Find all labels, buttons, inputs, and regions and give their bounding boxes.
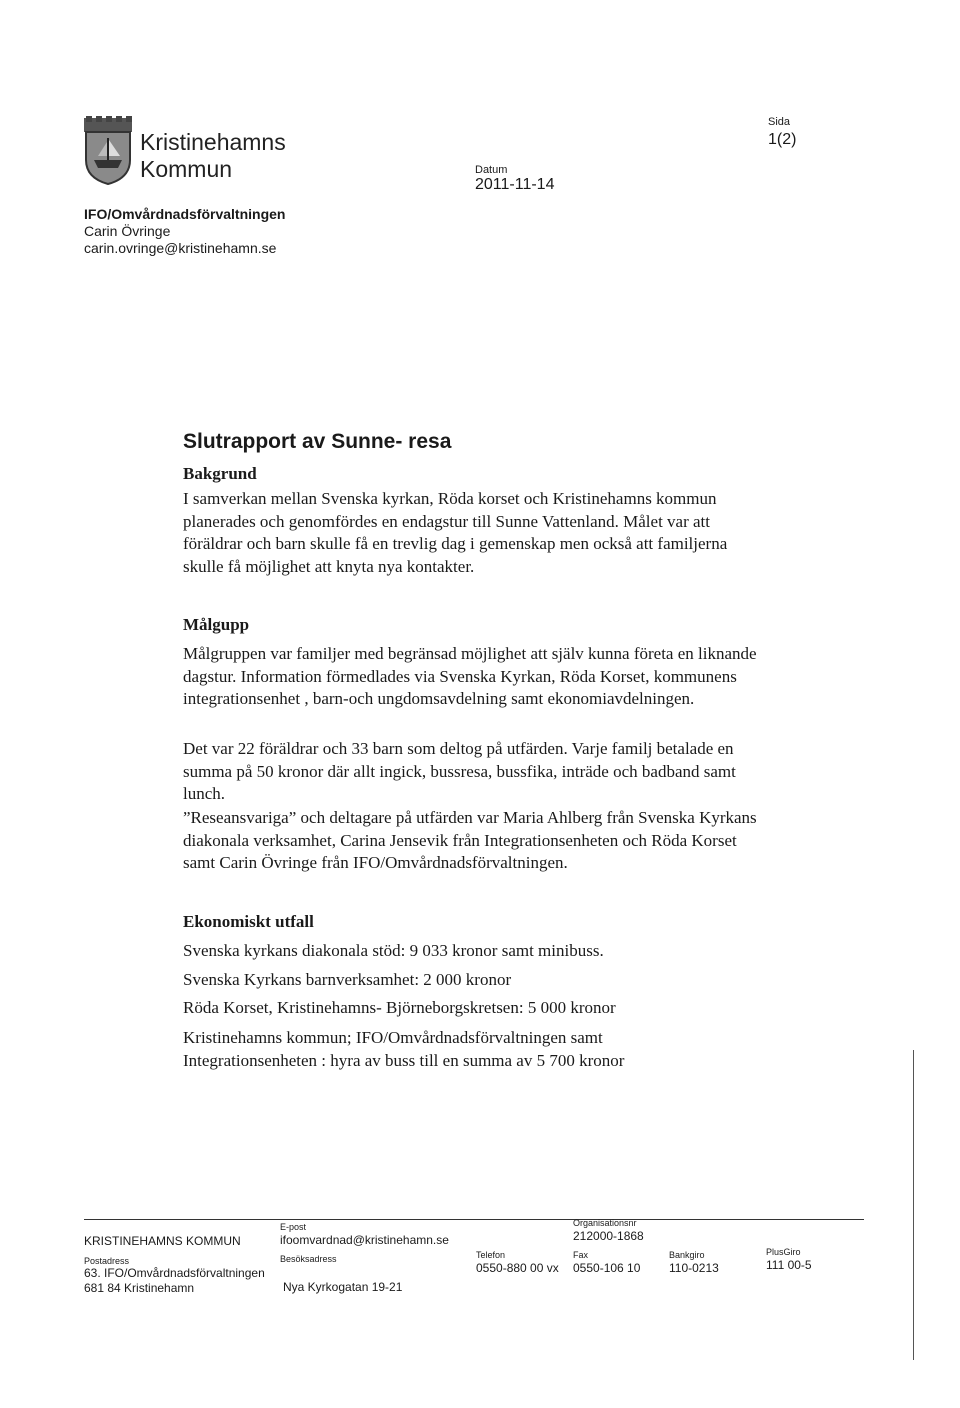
section-paragraph: I samverkan mellan Svenska kyrkan, Röda korset och Kristinehamns kommun planerades och genomfördes en endagstur till Sunne Vattenland. Målet var att föräldrar och barn skulle få en trevlig dag i gemenskap men också att familjerna skulle få möjlighet att knyta nya kontakter. [183, 489, 728, 576]
footer-postal-line2: 681 84 Kristinehamn [84, 1281, 195, 1295]
date-label: Datum [475, 164, 508, 176]
date-value: 2011-11-14 [475, 176, 555, 193]
sender-department: IFO/Omvårdnadsförvaltningen [84, 206, 286, 222]
footer-orgnr-label: Organisationsnr [573, 1218, 637, 1228]
footer-phone-value: 0550-880 00 vx [476, 1261, 559, 1275]
section-heading-malgrupp: Målgupp [183, 615, 250, 634]
margin-rule [913, 1050, 914, 1360]
logo-text-line1: Kristinehamns [140, 129, 286, 155]
page-number: 1(2) [768, 131, 797, 148]
footer-plusgiro-label: PlusGiro [766, 1247, 801, 1257]
footer-fax-label: Fax [573, 1250, 589, 1260]
economy-line: Kristinehamns kommun; IFO/Omvårdnadsförvaltningen samt Integrationsenheten : hyra av buss till en summa av 5 700 kronor [183, 1028, 625, 1070]
footer-email-label: E-post [280, 1222, 307, 1232]
page-label: Sida [768, 116, 791, 128]
footer-bankgiro-label: Bankgiro [669, 1250, 705, 1260]
section-paragraph: Det var 22 föräldrar och 33 barn som deltog på utfärden. Varje familj betalade en summa på 50 kronor där allt ingick, bussresa, bussfika, inträde och badband samt lunch. [183, 739, 736, 803]
sender-name: Carin Övringe [84, 223, 171, 239]
footer-plusgiro-value: 111 00-5 [766, 1258, 812, 1272]
document-title: Slutrapport av Sunne- resa [183, 430, 452, 453]
footer-visit-label: Besöksadress [280, 1254, 337, 1264]
footer-postal-line1: 63. IFO/Omvårdnadsförvaltningen [84, 1266, 265, 1280]
footer-orgnr-value: 212000-1868 [573, 1229, 644, 1243]
section-paragraph: ”Reseansvariga” och deltagare på utfärden var Maria Ahlberg från Svenska Kyrkans diakonala verksamhet, Carina Jensevik från Integrationsenheten och Röda Korset samt Carin Övringe från IFO/Omvårdnadsförvaltningen. [183, 808, 757, 872]
footer-visit-value: Nya Kyrkogatan 19-21 [283, 1280, 403, 1294]
economy-line: Svenska Kyrkans barnverksamhet: 2 000 kronor [183, 970, 512, 989]
footer-bankgiro-value: 110-0213 [669, 1261, 719, 1275]
footer-postal-label: Postadress [84, 1256, 130, 1266]
section-heading-ekonomiskt-utfall: Ekonomiskt utfall [183, 912, 314, 931]
logo-text-line2: Kommun [140, 156, 233, 182]
footer-phone-label: Telefon [476, 1250, 506, 1260]
footer-divider [84, 1219, 864, 1220]
footer-email-value: ifoomvardnad@kristinehamn.se [280, 1233, 449, 1247]
municipal-crest-logo [82, 116, 134, 186]
footer-fax-value: 0550-106 10 [573, 1261, 641, 1275]
economy-line: Svenska kyrkans diakonala stöd: 9 033 kronor samt minibuss. [183, 941, 604, 960]
section-heading-bakgrund: Bakgrund [183, 464, 257, 483]
section-paragraph: Målgruppen var familjer med begränsad möjlighet att själv kunna företa en liknande dagstur. Information förmedlades via Svenska Kyrkan, Röda Korset, kommunens integrationsenhet , barn-och ungdomsavdelning samt ekonomiavdelningen. [183, 644, 757, 708]
footer-org-name: KRISTINEHAMNS KOMMUN [84, 1234, 241, 1248]
economy-line: Röda Korset, Kristinehamns- Björneborgskretsen: 5 000 kronor [183, 998, 616, 1017]
sender-email: carin.ovringe@kristinehamn.se [84, 240, 277, 256]
